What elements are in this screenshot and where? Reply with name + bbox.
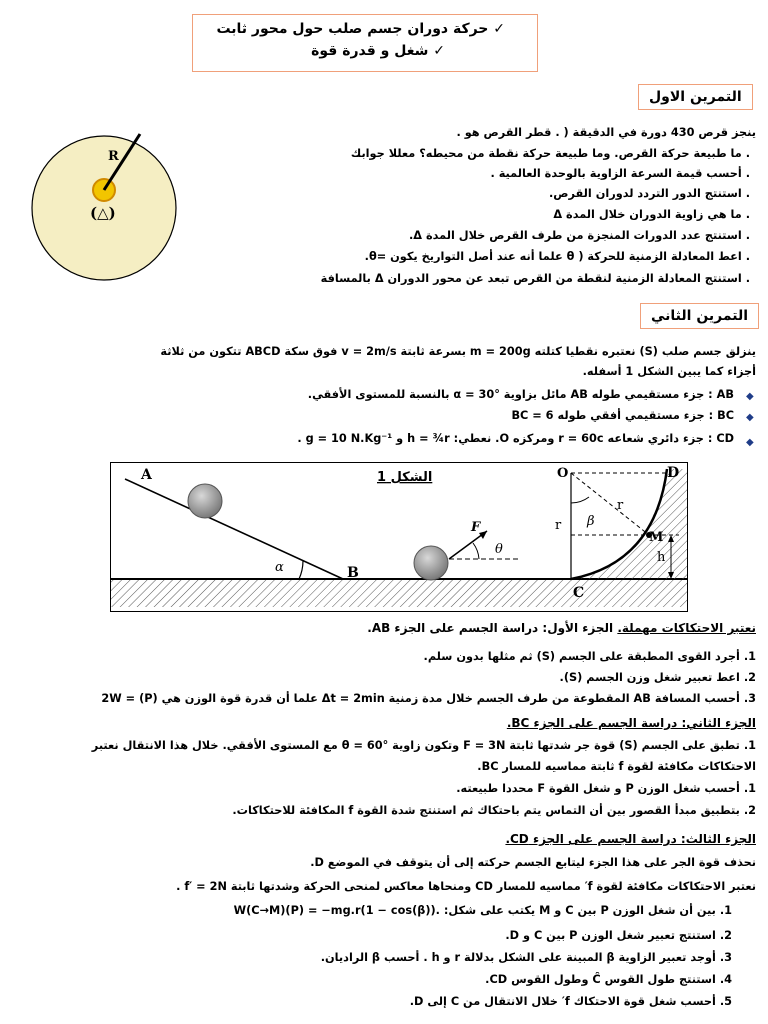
- axis-label: (△): [90, 204, 116, 222]
- ex1-item-7: . استنتج المعادلة الزمنية لنقطة من القرص تبعد عن محور الدوران Δ بالمسافة: [320, 272, 750, 285]
- label-beta: β: [587, 514, 595, 529]
- ex2-intro-2: أجزاء كما يبين الشكل 1 أسفله.: [582, 365, 756, 378]
- ex2-part-cd: CD : جزء دائري شعاعه r = 60c ومركزه O. نعطي: h = ¾r و g = 10 N.Kg⁻¹ .: [297, 432, 734, 445]
- label-h: h: [657, 550, 666, 565]
- label-m: M: [649, 530, 664, 545]
- part3-heading: الجزء الثالث: دراسة الجسم على الجزء CD.: [505, 832, 756, 846]
- ex2-part-bc: BC : جزء مستقيمي أفقي طوله BC = 6: [511, 409, 734, 422]
- label-theta: θ: [495, 542, 503, 557]
- part1-title: الجزء الأول: دراسة الجسم على الجزء AB.: [367, 621, 614, 635]
- ground-hatch: [111, 579, 687, 607]
- om-line: [571, 473, 649, 535]
- ball-on-flat: [414, 546, 448, 580]
- ball-on-incline: [188, 484, 222, 518]
- topic-work-power: ✓ شغل و قدرة قوة: [311, 43, 445, 59]
- ex2-part-ab: AB : جزء مستقيمي طوله AB مائل بزاوية α = 30° بالنسبة للمستوى الأفقي.: [307, 388, 734, 401]
- track-figure: [111, 463, 687, 611]
- part1-item-1: 1. أجرد القوى المطبقة على الجسم (S) ثم مثلها بدون سلم.: [423, 650, 756, 663]
- bullet-icon: ◆: [746, 391, 754, 402]
- theta-arc: [473, 543, 479, 559]
- part2-intro-2: الاحتكاكات مكافئة لقوة f ثابتة مماسيه للمسار BC.: [477, 760, 756, 773]
- label-alpha: α: [275, 560, 284, 575]
- part2-intro-1: 1. تطبق على الجسم (S) قوة جر شدتها ثابتة F = 3N وتكون زاوية θ = 60° مع المستوى الأفقي. خلال هذا الانتقال نعتبر: [91, 739, 756, 752]
- ex2-intro-1: ينزلق جسم صلب (S) نعتبره نقطيا كتلته m = 200g بسرعة ثابتة v = 2m/s فوق سكة ABCD تتكون من ثلاثة: [160, 345, 756, 358]
- part3-item-4: 4. استنتج طول القوس Ĉ وطول القوس CD.: [485, 973, 732, 986]
- part2-heading: الجزء الثاني: دراسة الجسم على الجزء BC.: [506, 716, 756, 730]
- topics-box: [192, 14, 538, 72]
- disc-figure: [28, 132, 184, 288]
- ex1-item-3: . استنتج الدور التردد لدوران القرص.: [549, 187, 750, 200]
- label-o: O: [557, 466, 569, 481]
- ex1-item-5: . استنتج عدد الدورات المنجزة من طرف القرص خلال المدة Δ.: [408, 229, 750, 242]
- track-figure-frame: [110, 462, 688, 612]
- part2-item-1: 1. أحسب شغل الوزن P و شغل القوة F محددا طبيعته.: [456, 782, 756, 795]
- alpha-arc: [299, 561, 303, 579]
- bullet-icon: ◆: [746, 412, 754, 423]
- exercise-2-title: التمرين الثاني: [640, 303, 759, 329]
- bullet-icon: ◆: [746, 437, 754, 448]
- ex1-item-6: . اعط المعادلة الزمنية للحركة ( θ علما أنه عند أصل التواريخ يكون =θ.: [364, 250, 750, 263]
- part1-item-2: 2. اعط تعبير شغل وزن الجسم (S).: [559, 671, 756, 684]
- radius-label: R: [108, 149, 119, 164]
- label-c: C: [573, 585, 585, 601]
- topic-rotation: ✓ حركة دوران جسم صلب حول محور ثابت: [216, 21, 505, 37]
- part1-item-3: 3. أحسب المسافة AB المقطوعة من طرف الجسم خلال مدة زمنية Δt = 2min علما أن قدرة قوة الوزن هي (P) = 2W: [101, 692, 756, 705]
- ex1-intro: ينجز قرص 430 دورة في الدقيقة ( . قطر القرص هو .: [456, 126, 756, 139]
- part3-item-1: 1. بين أن شغل الوزن P بين C و M يكتب على شكل: .W(C→M)(P) = −mg.r(1 − cos(β)): [233, 904, 732, 917]
- ex1-item-2: . أحسب قيمة السرعة الزاوية بالوحدة العالمية .: [490, 167, 750, 180]
- part3-item-2: 2. استنتج تعبير شغل الوزن P بين C و D.: [505, 929, 732, 942]
- incline-line: [125, 479, 343, 579]
- part1-note: نعتبر الاحتكاكات مهملة.: [617, 621, 756, 635]
- figure-caption: الشكل 1: [377, 470, 433, 485]
- label-r-vertical: r: [555, 518, 562, 533]
- label-r-slant: r: [617, 498, 624, 513]
- part3-intro-1: نحذف قوة الجر على هذا الجزء ليتابع الجسم حركته إلى أن يتوقف في الموضع D.: [310, 856, 756, 869]
- part3-intro-2: نعتبر الاحتكاكات مكافئة لقوة f′ مماسيه للمسار CD ومنحاها معاكس لمنحى الحركة وشدتها ثابتة f′ = 2N .: [176, 880, 756, 893]
- label-d: D: [667, 465, 680, 481]
- part2-item-2: 2. بتطبيق مبدأ القصور بين أن التماس يتم باحتكاك ثم استنتج شدة القوة f المكافئة للاحتكاكات.: [232, 804, 756, 817]
- beta-arc: [571, 497, 589, 503]
- part1-heading: [367, 621, 756, 635]
- part3-item-5: 5. أحسب شغل قوة الاحتكاك f′ خلال الانتقال من C إلى D.: [409, 995, 732, 1008]
- ex1-item-4: . ما هي زاوية الدوران خلال المدة Δ: [553, 208, 750, 221]
- exercise-1-title: التمرين الاول: [638, 84, 753, 110]
- label-a: A: [141, 467, 152, 483]
- label-b: B: [347, 565, 359, 581]
- part3-item-3: 3. أوجد تعبير الزاوية β المبينة على الشكل بدلالة r و h . أحسب β الراديان.: [320, 951, 732, 964]
- label-f: F: [471, 520, 481, 535]
- ex1-item-1: . ما طبيعة حركة القرص. وما طبيعة حركة نقطة من محيطه؟ معللا جوابك: [350, 147, 750, 160]
